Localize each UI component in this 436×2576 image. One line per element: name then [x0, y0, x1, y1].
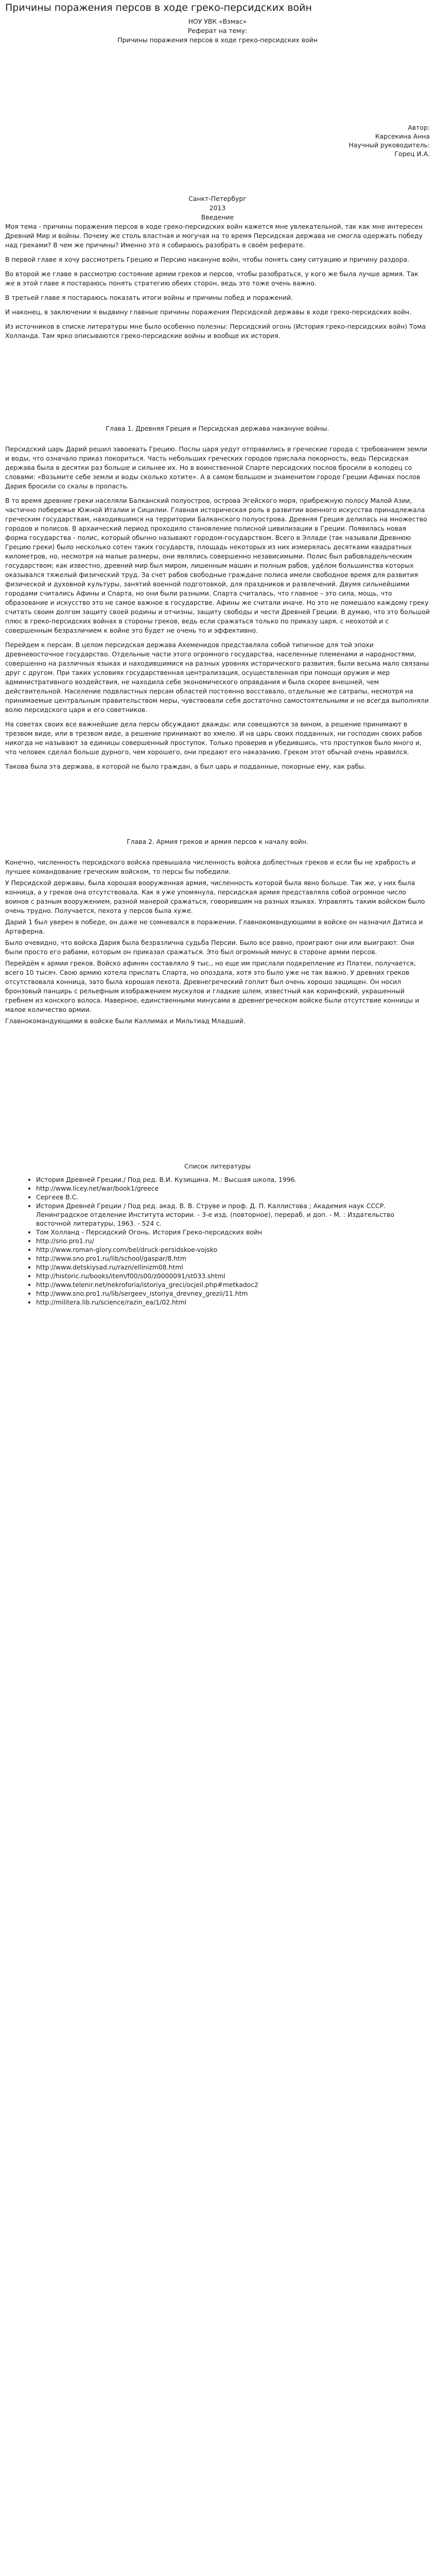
reference-item: • История Древней Греции./ Под ред. В.И. Кузищина. М.: Высшая школа, 1996. — [36, 1175, 430, 1184]
author-label: Автор: — [408, 124, 430, 131]
reference-item: • Сергеев В.С. — [36, 1193, 430, 1201]
reference-link[interactable] — [36, 1280, 430, 1289]
chapter-1-paragraph: Такова была эта держава, в которой не было граждан, а был царь и подданные, покорные ему, как рабы. — [5, 762, 366, 770]
reference-link-text[interactable]: http://www.telenir.net/nekroforia/istoriya_greci/ocjeil.php#metkadoc2 — [36, 1281, 258, 1289]
reference-link-text[interactable]: http://www.roman-glory.com/bel/druck-persidskoe-vojsko — [36, 1246, 218, 1253]
reference-link[interactable] — [36, 1272, 430, 1280]
chapter-2-paragraph: Главнокомандующими в войске были Каллимах и Мильтиад Младший. — [5, 1017, 246, 1025]
advisor-name: Горец И.А. — [394, 150, 430, 158]
reference-link-text[interactable]: http://militera.lib.ru/science/razin_ea/1/02.html — [36, 1298, 187, 1306]
intro-paragraph: Моя тема - причины поражения персов в ходе греко-персидских войн кажется мне увлекательной, так как мне интересен Древний Мир и войны. Почему же столь властная и могучая на то время Персидская держава не смогла одержать победу над греками? В чем же причины? Именно это я собираюсь разобрать в своём реферате. — [5, 223, 423, 249]
intro-paragraph: И наконец, в заключении я выдвину главные причины поражения Персидской державы в ходе греко-персидских войн. — [5, 308, 411, 316]
reference-link-text[interactable]: http://www.detskiysad.ru/razn/ellinizm08.html — [36, 1263, 183, 1271]
reference-link-text[interactable]: http://www.sno.pro1.ru/lib/sergeev_istoriya_drevney_grezii/11.htm — [36, 1290, 248, 1297]
intro-paragraph: Во второй же главе я рассмотрю состояние армии греков и персов, чтобы разобраться, у кого же была лучше армия. Так же в этой главе я постараюсь понять стратегию обеих сторон, ведь это тоже очень важно. — [5, 270, 418, 287]
intro-paragraph: Из источников в списке литературы мне было особенно полезны: Персидский огонь (История греко-персидских войн) Тома Холланда. Там ярко описываются греко-персидские войны и вообще их история. — [5, 323, 426, 340]
doc-topic: Причины поражения персов в ходе греко-персидских войн — [117, 36, 318, 44]
reference-link-text[interactable]: http://www.sno.pro1.ru/lib/school/gaspar/8.htm — [36, 1255, 187, 1262]
city: Санкт-Петербург — [188, 195, 247, 202]
reference-link[interactable] — [36, 1254, 430, 1263]
references-section — [5, 1162, 430, 1307]
reference-link[interactable] — [36, 1298, 430, 1307]
chapter-2-paragraph: У Персидской державы, была хорошая вооруженная армия, численность которой была явно больше. Так же, у них была конница, а у греков она отсутствовала. Как я уже упомянула, персидская армия представляла собой огромное число воинов с разным вооружением, разной манерой сражаться, говорившим на разных языках. Управлять таким войском было очень трудно. Получается, пехота у персов была хуже. — [5, 879, 425, 914]
reference-link[interactable] — [36, 1236, 430, 1245]
chapter-1 — [5, 424, 430, 771]
reference-link[interactable] — [36, 1245, 430, 1254]
reference-link-text[interactable]: http://sno.pro1.ru/ — [36, 1237, 94, 1245]
chapter-1-paragraph: Перейдем к персам. В целом персидская держава Ахеменидов представляла собой типичное для той эпохи древневосточное государство. Отдельные части этого огромного государства, населенные племенами и народностями, совершенно на различных языках и находившимися на разных уровнях исторического развития, были весьма мало связаны друг с другом. При таких условиях государственная централизация, осуществленная при помощи оружия и мер административного воздействия, не находила себе экономического оправдания и была скорее внешней, чем действительной. Население подвластных персам областей постоянно восставало, отдельные же сатрапы, несмотря на принимаемые центральным правительством меры, чувствовали себя достаточно самостоятельными и не всегда выполняли волю персидского царя и его советников. — [5, 641, 429, 714]
chapter-1-paragraph: Персидский царь Дарий решил завоевать Грецию. Послы царя уедут отправились в греческие города с требованием земли и воды, что означало приказ покориться. Часть небольших греческих городов прислала покорность, ведь Персидская держава была в десятки раз больше и сильнее их. Но в воинственной Спарте персидских послов бросили в колодец со словами: «Возьмите себе земли и воды сколько хотите». А в самом большом и знаменитом городе Греции Афинах послов Дария бросили со скалы в пропасть. — [5, 445, 427, 490]
reference-link-text[interactable]: http://www.licey.net/war/book1/greece — [36, 1184, 159, 1192]
chapter-2-paragraph: Дарий 1 был уверен в победе, он даже не сомневался в поражении. Главнокомандующими в войске он назначил Датиса и Артаферна. — [5, 918, 423, 935]
document-title: Причины поражения персов в ходе греко-персидских войн — [5, 2, 312, 13]
chapter-2-paragraph: Было очевидно, что войска Дария была безразлична судьба Персии. Было все равно, проиграют они или выиграют. Они были просто его рабами, которым он приказал сражаться. Это был огромный минус в стороне армии персов. — [5, 939, 414, 956]
intro-paragraph: В первой главе я хочу рассмотреть Грецию и Персию накануне войн, чтобы понять саму ситуацию и причину раздора. — [5, 256, 409, 263]
doc-type: Реферат на тему: — [187, 27, 248, 35]
reference-link[interactable] — [36, 1184, 430, 1193]
chapter-2-heading: Глава 2. Армия греков и армия персов к началу войн. — [127, 838, 308, 845]
reference-link-text[interactable]: http://historic.ru/books/item/f00/s00/z0000091/st033.shtml — [36, 1272, 225, 1280]
reference-link[interactable] — [36, 1289, 430, 1298]
intro-paragraph: В третьей главе я постараюсь показать итоги войны и причины побед и поражений. — [5, 294, 293, 301]
chapter-1-paragraph: В то время древние греки населяли Балканский полуостров, острова Эгейского моря, прибрежную полосу Малой Азии, частично побережье Южной Италии и Сицилии. Главная историческая роль в развитии военного искусства принадлежала греческим государствам, находившимся на территории Балканского полуострова. Древняя Греция делилась на множество городов и полисов. В архаический период проходило становление полисной цивилизации в Греции. Появилась новая форма государства - полис, который обычно называют городом-государством. Всего в Элладе (так называли Древнюю Грецию греки) было несколько сотен таких государств, площадь некоторых из них измерялась десятками квадратных километров, но, несмотря на малые размеры, они являлись совершенно независимыми. Полис был рабовладельческим государством; как известно, древний мир был миром, лишенным машин и полным рабов, удёлом большинства которых оказывался тяжелый физический труд. За счет рабов свободные граждане полиса имели свободное время для развития физической и духовной культуры, занятий военной подготовкой, для праздников и развлечений. Двумя сильнейшими городами считались Афины и Спарта, но они были разными. Спарта считалась, что главное – это сила, мощь, что образование и искусство это не самое важное в государстве. Афины же считали иначе. Но это не помешало каждому греку считать своим долгом защиту своей родины и отчизны, защиту свободы и чести Древней Греции. В думаю, что это большой плюс в греко-персидских войнах в стороны греков, ведь если сражаться только по приказу царя, с неохотой и с совершенным безразличием к войне это будет не очень то и эффективно. — [5, 497, 430, 634]
reference-item: • Том Холланд - Персидский Огонь. История Греко-персидских войн — [36, 1228, 430, 1236]
year: 2013 — [209, 204, 226, 212]
chapter-2-paragraph: Перейдём к армии греков. Войско афинян составляло 9 тыс., но еще им прислали подкрепление из Платеи, получается, всего 10 тысяч. Свою армию хотела прислать Спарта, но опоздала, хотя это было уже не так важно. У древних греков отсутствовала конница, зато была хорошая пехота. Древнегреческий гоплит был очень хорошо защищен. Он носил бронзовый панцирь с рельефным изображением мускулов и гладкие шлем, известный как коринфский, украшенный гребнем из конского волоса. Наверное, единственными минусами в древнегреческом войске были отсутствие конницы и малое количество армии. — [5, 959, 420, 1013]
author-name: Карсекина Анна — [375, 132, 430, 140]
chapter-1-heading: Глава 1. Древняя Греция и Персидская держава накануне войны. — [106, 425, 329, 432]
chapter-1-paragraph: На советах своих все важнейшие дела персы обсуждают дважды: или совещаются за вином, а решение принимают в трезвом виде, или в трезвом виде, а решение принимают во хмелю. И на царь своих подданных, ни господин своих рабов никогда не называют за единицы совершенный проступок. Только проверив и убедившись, что проступков было много и, что человек сделал больше дурного, чем хорошего, они предают его наказанию. Греком этот обычай очень нравился. — [5, 720, 422, 756]
reference-item: • История Древней Греции / Под ред. акад. В. В. Струве и проф. Д. П. Каллистова ; Академия наук СССР. Ленинградское отделение Института истории. - 3-е изд. (повторное), перераб. и доп. - М. : Издательство восточной литературы, 1963. - 524 с. — [36, 1201, 430, 1228]
advisor-label: Научный руководитель: — [348, 141, 430, 149]
references-list — [5, 1175, 430, 1307]
intro-heading: Введение — [201, 213, 234, 221]
author-block — [5, 123, 430, 158]
references-heading: Список литературы — [184, 1162, 251, 1170]
reference-link[interactable] — [36, 1263, 430, 1272]
chapter-2 — [5, 837, 430, 1026]
school-name: НОУ УВК «Вэмас» — [188, 18, 247, 25]
chapter-2-paragraph: Конечно, численность персидского войска превышала численность войска доблестных греков и если бы не храбрость и лучшее командование греческим войском, то персы бы победили. — [5, 858, 416, 875]
intro-section — [5, 222, 430, 341]
